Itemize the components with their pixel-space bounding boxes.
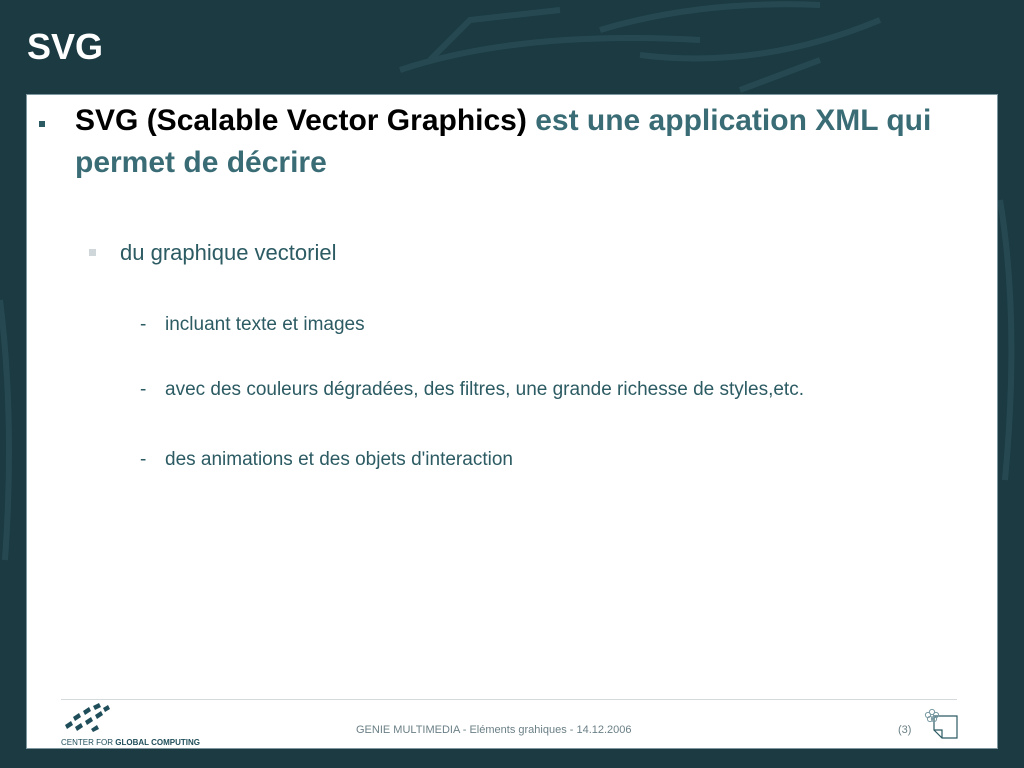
logo-text-strong: GLOBAL COMPUTING: [115, 738, 200, 747]
dash-bullet: -: [140, 379, 147, 400]
dash-bullet: -: [140, 314, 147, 335]
bullet-square-icon: [39, 121, 45, 127]
slide-title: SVG: [27, 26, 104, 67]
main-bullet-strong: SVG (Scalable Vector Graphics): [75, 104, 527, 137]
sub-sub-item-1: incluant texte et images: [165, 314, 365, 335]
footer-text: GENIE MULTIMEDIA - Eléments grahiques - 14.12.2006: [356, 724, 632, 736]
page-corner-icon: [922, 706, 962, 746]
sub-sub-item-3: des animations et des objets d'interaction: [165, 449, 513, 470]
globe-logo-icon: [61, 703, 111, 733]
sub-bullet-text: du graphique vectoriel: [120, 240, 337, 265]
sub-sub-item-2: avec des couleurs dégradées, des filtres, une grande richesse de styles,etc.: [165, 379, 804, 400]
logo-text: [61, 738, 200, 747]
dash-bullet: -: [140, 449, 147, 470]
main-bullet-rest: est une application XML qui permet de décrire: [75, 104, 932, 179]
content-panel: [26, 94, 998, 749]
logo: [61, 703, 200, 749]
page-number: (3): [898, 724, 912, 736]
footer-divider: [61, 699, 957, 700]
main-bullet-text: [75, 100, 935, 184]
logo-text-prefix: CENTER FOR: [61, 738, 116, 747]
sub-bullet-square-icon: [89, 249, 96, 256]
